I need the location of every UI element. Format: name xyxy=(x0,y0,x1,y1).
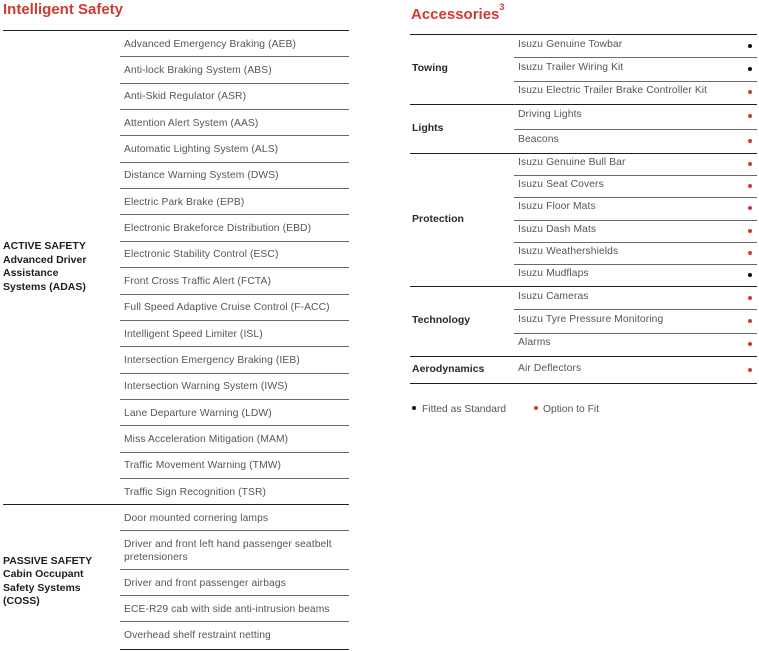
passive-safety-label xyxy=(3,555,92,609)
accessory-item: Isuzu Seat Covers xyxy=(518,179,604,191)
feature-item: Door mounted cornering lamps xyxy=(124,512,269,524)
row-divider xyxy=(514,57,757,58)
row-divider xyxy=(120,478,349,479)
accessory-item: Isuzu Floor Mats xyxy=(518,201,596,213)
row-divider xyxy=(120,621,349,622)
feature-item: Front Cross Traffic Alert (FCTA) xyxy=(124,275,271,287)
row-divider xyxy=(120,214,349,215)
accessory-item: Isuzu Trailer Wiring Kit xyxy=(518,62,624,73)
option-dot-icon xyxy=(748,114,752,118)
option-dot-icon xyxy=(748,229,752,233)
row-divider xyxy=(120,320,349,321)
row-divider xyxy=(120,399,349,400)
category-label-technology: Technology xyxy=(412,314,471,326)
accessory-item: Air Deflectors xyxy=(518,362,582,374)
feature-item: Driver and front left hand passenger seatbelt pretensioners xyxy=(124,538,332,563)
group-divider xyxy=(3,30,349,31)
row-divider xyxy=(120,241,349,242)
row-divider xyxy=(514,309,757,310)
feature-item: Lane Departure Warning (LDW) xyxy=(124,407,272,419)
category-divider xyxy=(410,104,757,105)
row-divider xyxy=(120,56,349,57)
standard-dot-icon xyxy=(748,44,752,48)
row-divider xyxy=(514,175,757,176)
feature-item: Advanced Emergency Braking (AEB) xyxy=(124,38,297,50)
feature-item: Anti-Skid Regulator (ASR) xyxy=(124,91,247,103)
feature-item: Traffic Sign Recognition (TSR) xyxy=(124,486,267,498)
group-label-line: PASSIVE SAFETY xyxy=(3,554,93,567)
feature-item: Traffic Movement Warning (TMW) xyxy=(124,460,282,472)
feature-item: Electronic Stability Control (ESC) xyxy=(124,249,279,261)
standard-dot-icon xyxy=(412,406,416,410)
feature-item: Anti-lock Braking System (ABS) xyxy=(124,65,272,77)
group-label-line: Systems (ADAS) xyxy=(3,280,86,293)
row-divider xyxy=(514,197,757,198)
intelligent-safety-title: Intelligent Safety xyxy=(3,1,124,18)
row-divider xyxy=(120,595,349,596)
legend-standard-label: Fitted as Standard xyxy=(422,404,507,415)
row-divider xyxy=(120,373,349,374)
category-label-protection: Protection xyxy=(412,212,464,225)
feature-item: Intersection Emergency Braking (IEB) xyxy=(124,354,300,366)
category-divider xyxy=(410,286,757,287)
row-divider xyxy=(514,264,757,265)
row-divider xyxy=(120,452,349,453)
row-divider xyxy=(120,267,349,268)
option-dot-icon xyxy=(534,406,538,410)
accessory-item: Isuzu Weathershields xyxy=(518,245,619,257)
row-divider xyxy=(514,129,757,130)
category-divider xyxy=(410,153,757,154)
group-label-line: ACTIVE SAFETY xyxy=(3,240,86,253)
category-divider xyxy=(410,356,757,357)
accessory-item: Isuzu Electric Trailer Brake Controller Kit xyxy=(518,85,708,97)
group-label-line: Assistance xyxy=(3,267,59,280)
option-dot-icon xyxy=(748,319,752,323)
accessory-item: Alarms xyxy=(518,337,551,349)
accessory-item: Beacons xyxy=(518,133,559,145)
row-divider xyxy=(120,188,349,189)
accessory-item: Isuzu Genuine Towbar xyxy=(518,38,623,50)
category-label-towing: Towing xyxy=(412,62,448,74)
group-label-line: Cabin Occupant xyxy=(3,568,84,580)
accessories-footnote-marker: 3 xyxy=(499,2,505,12)
group-label-line: Safety Systems xyxy=(3,581,81,594)
feature-item: Full Speed Adaptive Cruise Control (F-ACC) xyxy=(124,302,330,314)
accessory-item: Isuzu Dash Mats xyxy=(518,223,597,235)
row-divider xyxy=(514,81,757,82)
accessory-item: Driving Lights xyxy=(518,109,582,121)
group-label-line: (COSS) xyxy=(3,595,40,607)
row-divider xyxy=(120,294,349,295)
row-divider xyxy=(120,135,349,136)
group-label-line: Advanced Driver xyxy=(3,253,87,266)
row-divider xyxy=(514,220,757,221)
feature-item: Electric Park Brake (EPB) xyxy=(124,196,245,208)
category-divider xyxy=(410,34,757,35)
accessories-title-text: Accessories xyxy=(411,6,500,23)
table-bottom-border xyxy=(120,649,349,650)
row-divider xyxy=(120,109,349,110)
option-dot-icon xyxy=(748,90,752,94)
accessory-item: Isuzu Tyre Pressure Monitoring xyxy=(518,314,664,325)
active-safety-label xyxy=(3,240,86,294)
legend-option-label: Option to Fit xyxy=(543,404,600,415)
feature-item: Electronic Brakeforce Distribution (EBD) xyxy=(124,223,312,235)
standard-dot-icon xyxy=(748,67,752,71)
row-divider xyxy=(120,346,349,347)
feature-item: Overhead shelf restraint netting xyxy=(124,629,271,641)
table-bottom-border xyxy=(410,383,757,384)
standard-dot-icon xyxy=(748,273,752,277)
feature-item: ECE-R29 cab with side anti-intrusion beams xyxy=(124,603,330,615)
row-divider xyxy=(120,530,349,531)
accessory-item: Isuzu Mudflaps xyxy=(518,267,589,279)
group-divider xyxy=(3,504,349,505)
row-divider xyxy=(120,162,349,163)
option-dot-icon xyxy=(748,139,752,143)
option-dot-icon xyxy=(748,342,752,346)
accessory-item: Isuzu Cameras xyxy=(518,290,589,302)
row-divider xyxy=(120,425,349,426)
feature-item: Distance Warning System (DWS) xyxy=(124,170,279,182)
feature-item: Automatic Lighting System (ALS) xyxy=(124,144,279,156)
accessory-item: Isuzu Genuine Bull Bar xyxy=(518,157,626,169)
row-divider xyxy=(514,333,757,334)
row-divider xyxy=(120,83,349,84)
option-dot-icon xyxy=(748,162,752,166)
feature-item: Driver and front passenger airbags xyxy=(124,577,286,589)
feature-item: Intersection Warning System (IWS) xyxy=(124,381,288,393)
feature-item: Intelligent Speed Limiter (ISL) xyxy=(124,328,263,340)
row-divider xyxy=(514,242,757,243)
accessories-title xyxy=(411,2,505,23)
option-dot-icon xyxy=(748,296,752,300)
option-dot-icon xyxy=(748,206,752,210)
row-divider xyxy=(120,569,349,570)
option-dot-icon xyxy=(748,251,752,255)
option-dot-icon xyxy=(748,368,752,372)
category-label-aerodynamics: Aerodynamics xyxy=(412,362,485,375)
feature-item: Attention Alert System (AAS) xyxy=(124,117,259,129)
feature-item: Miss Acceleration Mitigation (MAM) xyxy=(124,433,289,445)
option-dot-icon xyxy=(748,184,752,188)
category-label-lights: Lights xyxy=(412,121,444,134)
